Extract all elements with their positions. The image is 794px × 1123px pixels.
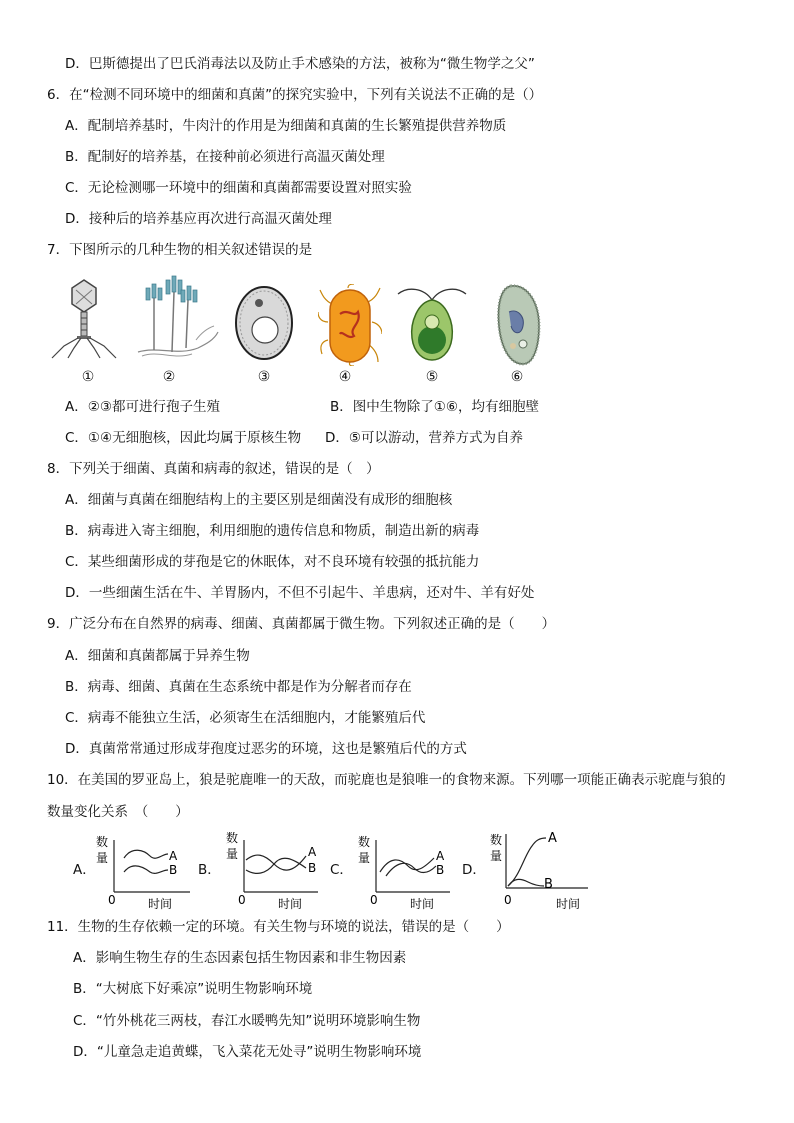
q9-option-c: C．病毒不能独立生活，必须寄生在活细胞内，才能繁殖后代 bbox=[65, 710, 426, 726]
penicillium-figure bbox=[128, 270, 220, 362]
graph-a-label-b: B bbox=[169, 863, 178, 877]
figure-caption-1: ① bbox=[81, 369, 95, 385]
figure-caption-5: ⑤ bbox=[425, 369, 439, 385]
graph-a-ylabel-1: 数 bbox=[96, 835, 109, 849]
graph-c-ylabel-2: 量 bbox=[358, 851, 371, 865]
q11-option-d: D．“儿童急走追黄蝶，飞入菜花无处寻”说明生物影响环境 bbox=[73, 1044, 422, 1060]
q10-stem-cont: 数量变化关系 （ ） bbox=[47, 804, 189, 820]
graph-d-xlabel: 时间 bbox=[556, 897, 581, 911]
chlamydomonas-figure bbox=[394, 278, 470, 364]
q5-option-d: D．巴斯德提出了巴氏消毒法以及防止手术感染的方法，被称为“微生物学之父” bbox=[65, 56, 535, 72]
graph-d-curve-b bbox=[508, 879, 544, 886]
graph-b-label-a: A bbox=[308, 845, 317, 859]
q11-option-c: C．“竹外桃花三两枝，春江水暖鸭先知”说明环境影响生物 bbox=[73, 1013, 421, 1029]
q8-option-d: D．一些细菌生活在牛、羊胃肠内，不但不引起牛、羊患病，还对牛、羊有好处 bbox=[65, 585, 535, 601]
figure-caption-4: ④ bbox=[338, 369, 352, 385]
q11-option-a: A．影响生物生存的生态因素包括生物因素和非生物因素 bbox=[73, 950, 407, 966]
q9-stem: 9．广泛分布在自然界的病毒、细菌、真菌都属于微生物。下列叙述正确的是（ ） bbox=[47, 616, 556, 632]
q8-option-c: C．某些细菌形成的芽孢是它的休眠体，对不良环境有较强的抵抗能力 bbox=[65, 554, 480, 570]
figure-caption-2: ② bbox=[162, 369, 176, 385]
graph-b-origin: 0 bbox=[238, 893, 246, 907]
graph-a-label-a: A bbox=[169, 849, 178, 863]
graph-d-curve-a bbox=[508, 838, 546, 886]
bacterium-figure bbox=[318, 284, 382, 366]
graph-b-label-b: B bbox=[308, 861, 317, 875]
graph-c-origin: 0 bbox=[370, 893, 378, 907]
q10-stem: 10．在美国的罗亚岛上，狼是驼鹿唯一的天敌，而驼鹿也是狼唯一的食物来源。下列哪一项能正确表示驼鹿与狼的 bbox=[47, 772, 726, 788]
graph-c bbox=[350, 832, 460, 912]
graph-a-xlabel: 时间 bbox=[148, 897, 173, 911]
graph-a-curve-a bbox=[124, 850, 168, 858]
q6-option-a: A．配制培养基时，牛肉汁的作用是为细菌和真菌的生长繁殖提供营养物质 bbox=[65, 118, 507, 134]
q10-option-a-label: A． bbox=[73, 862, 96, 878]
q7-option-a: A．②③都可进行孢子生殖 bbox=[65, 399, 220, 415]
graph-d-ylabel-1: 数 bbox=[490, 833, 503, 847]
q7-option-b: B．图中生物除了①⑥，均有细胞壁 bbox=[330, 399, 539, 415]
graph-b-ylabel-1: 数 bbox=[226, 832, 239, 845]
q11-option-b: B．“大树底下好乘凉”说明生物影响环境 bbox=[73, 981, 313, 997]
graph-a-curve-b bbox=[124, 866, 168, 873]
q7-stem: 7．下图所示的几种生物的相关叙述错误的是 bbox=[47, 242, 313, 258]
q6-option-b: B．配制好的培养基，在接种前必须进行高温灭菌处理 bbox=[65, 149, 385, 165]
q11-stem: 11．生物的生存依赖一定的环境。有关生物与环境的说法，错误的是（ ） bbox=[47, 919, 510, 935]
graph-c-xlabel: 时间 bbox=[410, 897, 435, 911]
q6-option-d: D．接种后的培养基应再次进行高温灭菌处理 bbox=[65, 211, 332, 227]
q10-option-d-label: D． bbox=[462, 862, 486, 878]
graph-d-ylabel-2: 量 bbox=[490, 849, 503, 863]
figure-caption-6: ⑥ bbox=[510, 369, 524, 385]
bacteriophage-figure bbox=[48, 276, 120, 360]
q10-option-b-label: B． bbox=[198, 862, 221, 878]
graph-d-label-a: A bbox=[548, 831, 557, 846]
figure-caption-3: ③ bbox=[257, 369, 271, 385]
graph-c-curve-a bbox=[380, 858, 434, 872]
graph-d-origin: 0 bbox=[504, 893, 512, 907]
graph-b-ylabel-2: 量 bbox=[226, 847, 239, 861]
graph-a bbox=[92, 832, 192, 912]
q6-stem: 6．在“检测不同环境中的细菌和真菌”的探究实验中，下列有关说法不正确的是（） bbox=[47, 87, 543, 103]
graph-b bbox=[218, 832, 328, 912]
graph-d bbox=[484, 826, 596, 912]
q9-option-b: B．病毒、细菌、真菌在生态系统中都是作为分解者而存在 bbox=[65, 679, 412, 695]
q10-option-c-label: C． bbox=[330, 862, 353, 878]
yeast-cell-figure bbox=[232, 283, 296, 363]
q8-option-a: A．细菌与真菌在细胞结构上的主要区别是细菌没有成形的细胞核 bbox=[65, 492, 453, 508]
q9-option-d: D．真菌常常通过形成芽孢度过恶劣的环境，这也是繁殖后代的方式 bbox=[65, 741, 467, 757]
graph-c-label-a: A bbox=[436, 849, 445, 863]
graph-d-label-b: B bbox=[544, 877, 553, 892]
graph-c-curve-b bbox=[386, 863, 436, 876]
q8-stem: 8．下列关于细菌、真菌和病毒的叙述，错误的是（ ） bbox=[47, 461, 380, 477]
q7-option-c: C．①④无细胞核，因此均属于原核生物 bbox=[65, 430, 302, 446]
graph-a-origin: 0 bbox=[108, 893, 116, 907]
q8-option-b: B．病毒进入寄主细胞，利用细胞的遗传信息和物质，制造出新的病毒 bbox=[65, 523, 480, 539]
graph-b-xlabel: 时间 bbox=[278, 897, 303, 911]
q9-option-a: A．细菌和真菌都属于异养生物 bbox=[65, 648, 250, 664]
q6-option-c: C．无论检测哪一环境中的细菌和真菌都需要设置对照实验 bbox=[65, 180, 412, 196]
paramecium-figure bbox=[493, 282, 545, 368]
q7-option-d: D．⑤可以游动，营养方式为自养 bbox=[325, 430, 523, 446]
graph-a-ylabel-2: 量 bbox=[96, 851, 109, 865]
graph-c-label-b: B bbox=[436, 863, 445, 877]
graph-c-ylabel-1: 数 bbox=[358, 835, 371, 849]
